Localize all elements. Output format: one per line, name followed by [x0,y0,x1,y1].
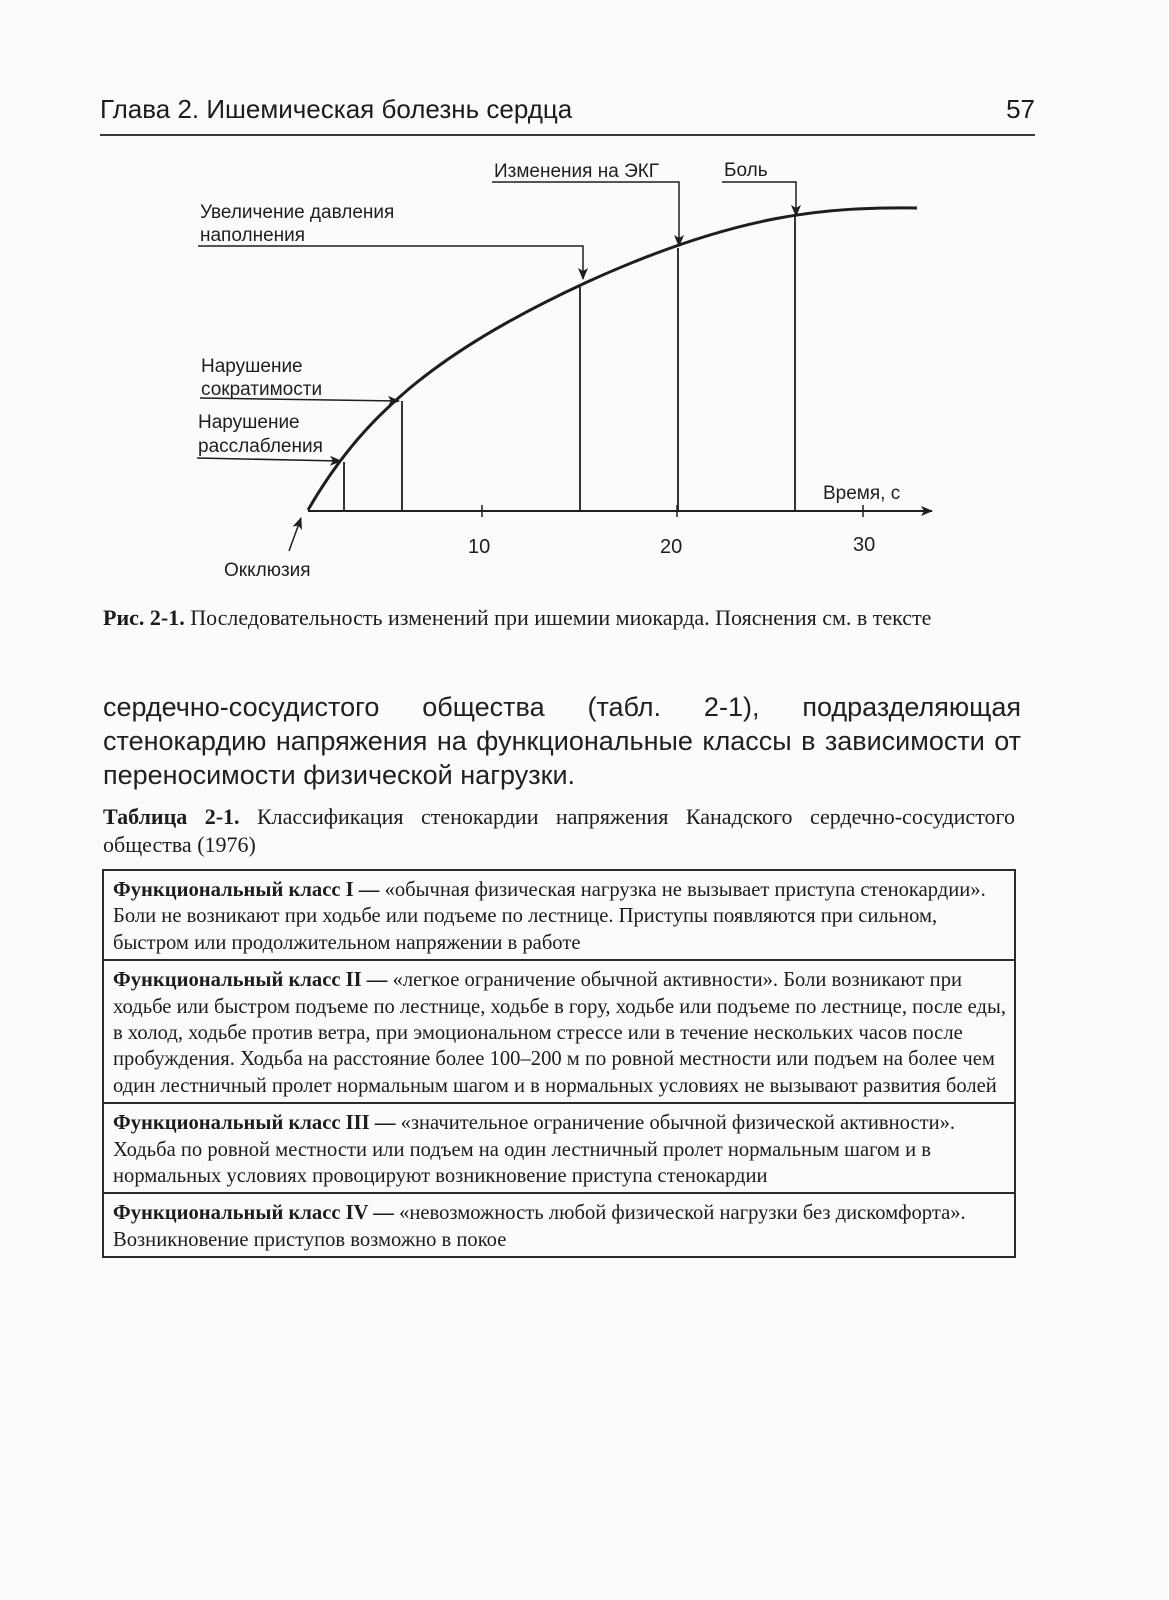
ischemia-cascade-figure [0,0,1169,600]
functional-class-label: Функциональный класс I — [113,879,380,901]
functional-class-label: Функциональный класс IV — [113,1202,394,1225]
contractility-label-line2: сократимости [201,379,323,400]
ecg-changes-label: Изменения на ЭКГ [494,161,660,182]
tick-label-20: 20 [660,536,683,558]
figure-caption-label: Рис. 2-1. [103,605,185,630]
occlusion-leader [289,518,301,551]
body-paragraph: сердечно-сосудистого общества (табл. 2-1), подразделяющая стенокардию напряжения на функциональные классы в зависимости от переносимости физической нагрузки. [103,692,1021,790]
table-row [104,961,1014,1104]
relaxation-label-line2: расслабления [198,436,323,457]
relaxation-leader [197,458,341,461]
filling-pressure-leader [198,246,583,279]
functional-class-label: Функциональный класс III — [113,1112,396,1135]
time-axis-label: Время, с [823,483,901,504]
figure-caption [103,603,1033,633]
table-title [103,803,1015,859]
filling-pressure-label-line1: Увеличение давления [200,202,395,223]
table-row [104,1104,1014,1194]
functional-class-label: Функциональный класс II — [113,969,388,992]
relaxation-label-line1: Нарушение [198,412,300,433]
occlusion-label: Окклюзия [224,560,311,581]
functional-class-description: «обычная физическая нагрузка не вызывает приступа стенокардии». Боли не возникают при ходьбе или подъеме по лестнице. Приступы появляются при сильном, быстром или продолжительном напряжении в работе [113,879,986,954]
contractility-label-line1: Нарушение [201,356,303,377]
classification-table [102,869,1016,1258]
table-row [104,1194,1014,1256]
functional-class-description: «значительное ограничение обычной физической активности». Ходьба по ровной местности или подъем на один лестничный пролет нормальным шагом и в нормальных условиях провоцируют возникновение приступа стенокардии [113,1112,956,1188]
figure-caption-text: Последовательность изменений при ишемии миокарда. Пояснения см. в тексте [190,605,932,630]
pain-leader [722,182,796,216]
table-title-text: Классификация стенокардии напряжения Канадского сердечно-сосудистого общества (1976) [103,804,1015,857]
table-label: Таблица 2-1. [103,804,240,829]
ischemia-curve [308,208,917,510]
ecg-leader [492,182,679,246]
tick-label-10: 10 [468,536,491,558]
pain-label: Боль [724,160,768,181]
page-number: 57 [1006,94,1035,124]
chapter-title: Глава 2. Ишемическая болезнь сердца [100,94,573,124]
filling-pressure-label-line2: наполнения [200,225,306,246]
tick-label-30: 30 [853,534,876,556]
functional-class-description: «легкое ограничение обычной активности». Боли возникают при ходьбе или быстром подъеме по лестнице, ходьбе в гору, ходьбе или подъеме по лестнице, после еды, в холод, ходьбе против ветра, при эмоциональном стрессе или в течение нескольких часов после пробуждения. Ходьба на расстояние более 100–200 м по ровной местности или подъем на более чем один лестничный пролет нормальным шагом и в нормальных условиях не вызывают развития болей [113,969,1006,1097]
functional-class-description: «невозможность любой физической нагрузки без дискомфорта». Возникновение приступов возможно в покое [113,1202,966,1251]
table-row [104,871,1014,961]
